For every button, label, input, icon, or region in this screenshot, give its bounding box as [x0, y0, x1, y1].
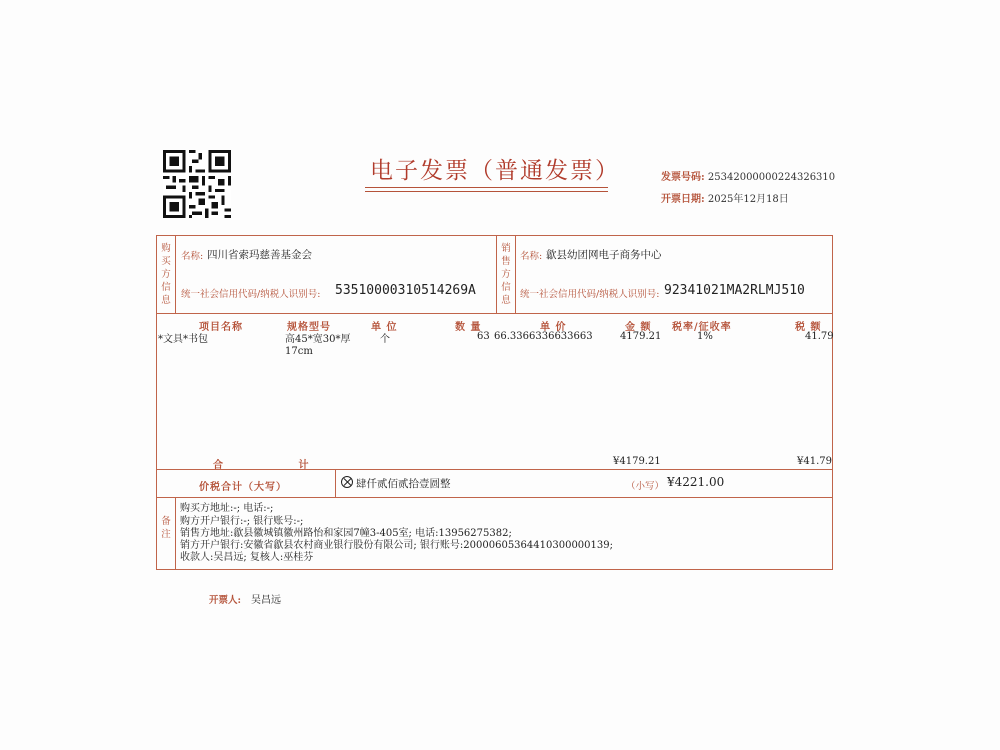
issuer-name: 吴昌远	[251, 595, 281, 606]
invoice-number-row	[661, 168, 835, 183]
item-price: 66.3366336633663	[494, 331, 593, 342]
total-label: 合 计	[213, 460, 345, 471]
item-spec-line2: 17cm	[285, 346, 313, 357]
remarks-line-1: 购买方地址:-; 电话:-;	[180, 503, 274, 514]
header-spec: 规格型号	[287, 322, 331, 333]
divider-grand-total	[156, 497, 833, 498]
header-qty: 数 量	[455, 322, 482, 333]
qr-code	[163, 150, 231, 218]
remarks-side-label: 备注	[161, 516, 171, 540]
grand-total-lower: ¥4221.00	[667, 475, 725, 489]
header-tax: 税 额	[795, 322, 822, 333]
item-amount: 4179.21	[620, 331, 662, 342]
remarks-line-5: 收款人:吴昌远; 复核人:巫桂芬	[180, 552, 314, 563]
title-underline-2	[365, 191, 608, 192]
buyer-side-label: 购买方信息	[161, 243, 171, 306]
grand-total-lower-label: （小写）	[626, 481, 665, 492]
header-unit: 单 位	[371, 322, 398, 333]
item-qty: 63	[477, 331, 490, 342]
divider-seller-side	[515, 235, 516, 313]
total-tax: ¥41.79	[797, 456, 832, 467]
seller-tax-id: 92341021MA2RLMJ510	[664, 283, 805, 298]
grand-total-uppercase: 肆仟贰佰贰拾壹圆整	[356, 478, 451, 490]
issuer-label: 开票人:	[209, 595, 242, 606]
buyer-name: 四川省索玛慈善基金会	[207, 249, 312, 261]
seller-name: 歙县幼团网电子商务中心	[546, 249, 662, 261]
header-amount: 金 额	[625, 322, 652, 333]
item-spec: 高45*宽30*厚	[285, 334, 351, 345]
invoice-date: 2025年12月18日	[707, 194, 789, 205]
divider-middle	[496, 235, 497, 313]
divider-buyer-side	[175, 235, 176, 313]
header-item-name: 项目名称	[199, 322, 243, 333]
remarks-line-3: 销售方地址:歙县徽城镇徽州路怡和家园7幢3-405室; 电话:13956275382;	[180, 528, 512, 539]
divider-remarks-side	[175, 497, 176, 570]
total-amount: ¥4179.21	[613, 456, 661, 467]
divider-party	[156, 313, 833, 314]
invoice-number: 25342000000224326310	[707, 172, 836, 183]
item-rate: 1%	[697, 331, 713, 342]
header-price: 单 价	[540, 322, 567, 333]
invoice-date-label: 开票日期:	[661, 194, 705, 205]
close-circle-icon	[341, 476, 353, 488]
buyer-tax-label: 统一社会信用代码/纳税人识别号:	[181, 289, 321, 300]
seller-tax-label: 统一社会信用代码/纳税人识别号:	[520, 289, 660, 300]
seller-side-label: 销售方信息	[501, 243, 511, 306]
item-unit: 个	[380, 334, 390, 345]
grand-total-label: 价税合计（大写）	[199, 482, 287, 493]
invoice-date-row	[661, 190, 789, 205]
invoice-title: 电子发票（普通发票）	[370, 158, 620, 184]
item-tax: 41.79	[805, 331, 834, 342]
buyer-tax-id: 53510000310514269A	[335, 283, 476, 298]
title-underline	[365, 187, 608, 188]
buyer-name-label: 名称:	[181, 251, 204, 262]
divider-grand-total-label	[335, 469, 336, 497]
remarks-line-2: 购方开户银行:-; 银行账号:-;	[180, 516, 304, 527]
remarks-line-4: 销方开户银行:安徽省歙县农村商业银行股份有限公司; 银行账号:20000605364410300000139;	[180, 540, 613, 551]
seller-name-label: 名称:	[520, 251, 543, 262]
invoice-number-label: 发票号码:	[661, 172, 705, 183]
item-name: *文具*书包	[158, 334, 208, 345]
header-rate: 税率/征收率	[672, 322, 732, 333]
